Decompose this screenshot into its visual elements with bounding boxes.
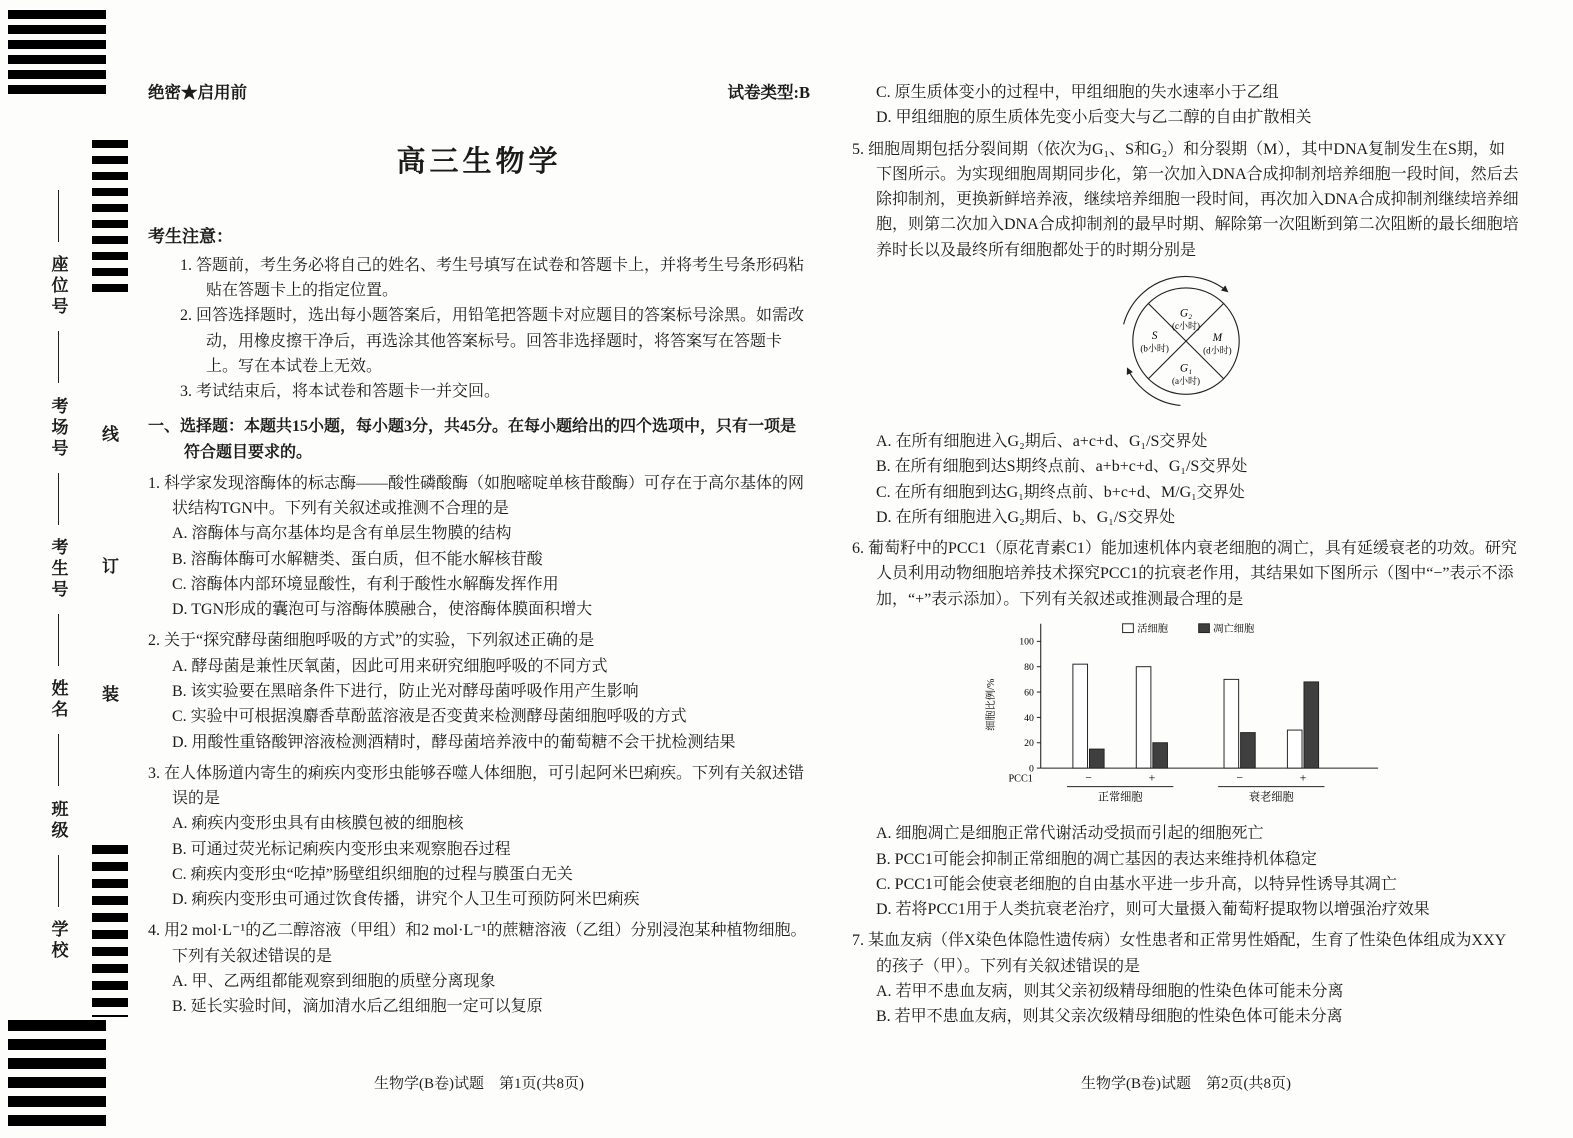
question-3 [148,761,810,913]
page1-header [148,80,810,106]
question-option: A. 甲、乙两组都能观察到细胞的质壁分离现象 [172,972,496,990]
pcc1-bar-chart-svg [976,616,1396,811]
pcc1-value-label: − [1085,771,1092,785]
question-7 [852,928,1520,1029]
cell-cycle-diagram [852,267,1520,427]
pcc1-value-label: − [1236,771,1243,785]
pcc1-bar-chart [852,616,1520,819]
y-tick-label: 60 [1024,687,1034,699]
pie-hours-g2: (c小时) [1171,320,1201,331]
fill-in-label-seat: 座位号 [48,255,68,319]
question-option: A. 细胞凋亡是细胞正常代谢活动受损而引起的细胞死亡 [876,825,1264,843]
pie-hours-s: (b小时) [1140,343,1169,354]
pie-label-g1: G₁ [1179,362,1193,375]
page2-footer: 生物学(B卷)试题 第2页(共8页) [1081,1076,1291,1092]
y-axis-label: 细胞比例/% [985,678,997,731]
question-option: A. 溶酶体与高尔基体均是含有单层生物膜的结构 [172,525,512,543]
question-option: A. 在所有细胞进入G₂期后、a+c+d、G₁/S交界处 [876,433,1208,451]
exam-title: 高三生物学 [396,146,562,179]
fill-in-line [58,473,59,525]
notice-item: 1. 答题前，考生务必将自己的姓名、考生号填写在试卷和答题卡上，并将考生号条形码粘贴在答题卡上的指定位置。 [180,256,805,299]
bar-live [1224,679,1239,768]
fill-in-label-name: 姓名 [48,679,68,722]
question-option: C. 痢疾内变形虫“吃掉”肠壁组织细胞的过程与膜蛋白无关 [172,865,573,883]
question-option: D. 用酸性重铬酸钾溶液检测酒精时，酵母菌培养液中的葡萄糖不会干扰检测结果 [172,733,736,751]
page-2 [852,80,1520,1029]
fill-in-line [58,190,59,242]
fill-in-label-room: 考场号 [48,396,68,460]
y-tick-label: 100 [1019,636,1034,648]
paper-type-label: 试卷类型:B [727,83,810,102]
binding-char-xian: 线 [102,425,119,444]
fill-in-line [58,614,59,666]
bar-apoptotic [1304,682,1319,768]
registration-strip-upper [92,140,128,300]
question-option: B. 在所有细胞到达S期终点前、a+b+c+d、G₁/S交界处 [876,458,1248,476]
bar-live [1073,664,1088,768]
bar-apoptotic [1089,749,1104,768]
question-option: C. 在所有细胞到达G₁期终点前、b+c+d、M/G₁交界处 [876,483,1245,501]
question-stem: 7. 某血友病（伴X染色体隐性遗传病）女性患者和正常男性婚配，生育了性染色体组成为XXY的孩子（甲）。下列有关叙述错误的是 [852,932,1507,975]
question-option: D. 痢疾内变形虫可通过饮食传播，讲究个人卫生可预防阿米巴痢疾 [172,891,640,909]
registration-marks-bottom-left [8,1020,106,1132]
pie-hours-g1: (a小时) [1171,375,1201,386]
y-tick-label: 80 [1024,662,1034,674]
pie-hours-m: (d小时) [1203,345,1232,356]
question-option: C. PCC1可能会使衰老细胞的自由基水平进一步升高，以特异性诱导其凋亡 [876,875,1397,893]
question-2 [148,628,810,754]
question-stem: 1. 科学家发现溶酶体的标志酶——酸性磷酸酶（如胞嘧啶单核苷酸酶）可存在于高尔基体的网状结构TGN中。下列有关叙述或推测不合理的是 [148,474,805,518]
fill-in-line [58,855,59,907]
binding-char-zhuang: 装 [102,685,119,704]
question-option: D. 甲组细胞的原生质体先变小后变大与乙二醇的自由扩散相关 [876,109,1312,127]
bar-apoptotic [1153,743,1168,768]
legend-swatch-live [1123,624,1134,633]
section-title: 一、选择题：本题共15小题，每小题3分，共45分。在每小题给出的四个选项中，只有一项是符合题目要求的。 [148,418,797,461]
question-option: C. 实验中可根据溴麝香草酚蓝溶液是否变黄来检测酵母菌细胞呼吸的方式 [172,708,687,726]
category-label: 正常细胞 [1097,791,1143,804]
y-tick-label: 20 [1024,738,1034,750]
question-5 [852,137,1520,531]
pie-label-s: S [1151,330,1158,343]
bar-live [1136,667,1151,768]
binding-char-ding: 订 [102,557,119,576]
question-6 [852,536,1520,922]
question-4 [148,918,810,1019]
registration-strip-lower [92,845,128,1017]
question-option: B. 该实验要在黑暗条件下进行，防止光对酵母菌呼吸作用产生影响 [172,682,639,700]
question-option: B. 溶酶体酶可水解糖类、蛋白质，但不能水解核苷酸 [172,550,543,568]
fill-in-label-student: 考生号 [48,537,68,601]
question-stem: 4. 用2 mol·L⁻¹的乙二醇溶液（甲组）和2 mol·L⁻¹的蔗糖溶液（乙组）分别浸泡某种植物细胞。下列有关叙述错误的是 [148,922,807,965]
question-option: D. 在所有细胞进入G₂期后、b、G₁/S交界处 [876,508,1176,526]
bar-live [1287,730,1302,768]
question-option: B. 延长实验时间，滴加清水后乙组细胞一定可以复原 [172,998,543,1016]
question-option: A. 若甲不患血友病，则其父亲初级精母细胞的性染色体可能未分离 [876,982,1344,1000]
question-stem: 2. 关于“探究酵母菌细胞呼吸的方式”的实验，下列叙述正确的是 [148,632,595,650]
question-option: A. 痢疾内变形虫具有由核膜包被的细胞核 [172,815,464,833]
fill-in-label-school: 学校 [48,919,68,962]
legend-label-live: 活细胞 [1137,624,1168,636]
cell-cycle-pie-svg [1026,267,1346,419]
bar-apoptotic [1241,733,1256,768]
notice-title: 考生注意： [148,226,233,246]
question-option: D. 若将PCC1用于人类抗衰老治疗，则可大量摄入葡萄籽提取物以增强治疗效果 [876,901,1430,919]
question-option: C. 原生质体变小的过程中，甲组细胞的失水速率小于乙组 [876,84,1279,101]
fill-in-label-class: 班级 [48,799,68,842]
pcc1-row-label: PCC1 [1008,773,1033,785]
notice-item: 3. 考试结束后，将本试卷和答题卡一并交回。 [180,383,501,401]
pie-label-g2: G₂ [1179,307,1193,320]
pcc1-value-label: + [1299,771,1307,785]
legend-swatch-apoptotic [1199,624,1210,633]
fill-in-line [58,734,59,786]
question-stem: 5. 细胞周期包括分裂间期（依次为G₁、S和G₂）和分裂期（M），其中DNA复制发生在S期，如下图所示。为实现细胞周期同步化，第一次加入DNA合成抑制剂培养细胞一段时间，然后去除抑制剂，更换新鲜培养液，继续培养细胞一段时间，再次加入DNA合成抑制剂继续培养细胞，则第二次加入DNA合成抑制剂的最早时期、解除第一次阻断到第二次阻断的最长细胞培养时长以及最终所有细胞都处于的时期分别是 [852,140,1519,259]
y-tick-label: 40 [1024,712,1034,724]
question-option: A. 酵母菌是兼性厌氧菌，因此可用来研究细胞呼吸的不同方式 [172,657,608,675]
pie-label-m: M [1212,331,1223,344]
question-option: B. 若甲不患血友病，则其父亲次级精母细胞的性染色体可能未分离 [876,1008,1343,1026]
y-tick-label: 0 [1029,763,1034,775]
question-option: B. PCC1可能会抑制正常细胞的凋亡基因的表达来维持机体稳定 [876,850,1317,868]
question-option: B. 可通过荧光标记痢疾内变形虫来观察胞吞过程 [172,840,511,858]
question-option: D. TGN形成的囊泡可与溶酶体膜融合，使溶酶体膜面积增大 [172,601,593,619]
question-1 [148,471,810,623]
question-stem: 6. 葡萄籽中的PCC1（原花青素C1）能加速机体内衰老细胞的凋亡，具有延缓衰老的功效。研究人员利用动物细胞培养技术探究PCC1的抗衰老作用，其结果如下图所示（图中“−”表示不添加，“+”表示添加）。下列有关叙述或推测最合理的是 [852,540,1517,608]
notice-item: 2. 回答选择题时，选出每小题答案后，用铅笔把答题卡对应题目的答案标号涂黑。如需改动，用橡皮擦干净后，再选涂其他答案标号。回答非选择题时，将答案写在答题卡上。写在本试卷上无效。 [180,307,805,375]
cycle-arrow-top [1124,276,1228,324]
fill-in-line [58,331,59,383]
registration-marks-top-left [8,10,106,98]
category-label: 衰老细胞 [1248,791,1294,804]
page1-footer: 生物学(B卷)试题 第1页(共8页) [374,1076,584,1092]
question-stem: 3. 在人体肠道内寄生的痢疾内变形虫能够吞噬人体细胞，可引起阿米巴痢疾。下列有关叙述错误的是 [148,764,805,808]
page-1 [148,80,810,1019]
pcc1-value-label: + [1148,771,1156,785]
classification-label: 绝密★启用前 [148,83,247,102]
question-option: C. 溶酶体内部环境显酸性，有利于酸性水解酶发挥作用 [172,575,559,593]
legend-label-apoptotic: 凋亡细胞 [1213,624,1255,636]
margin-fill-in-column [40,190,76,962]
